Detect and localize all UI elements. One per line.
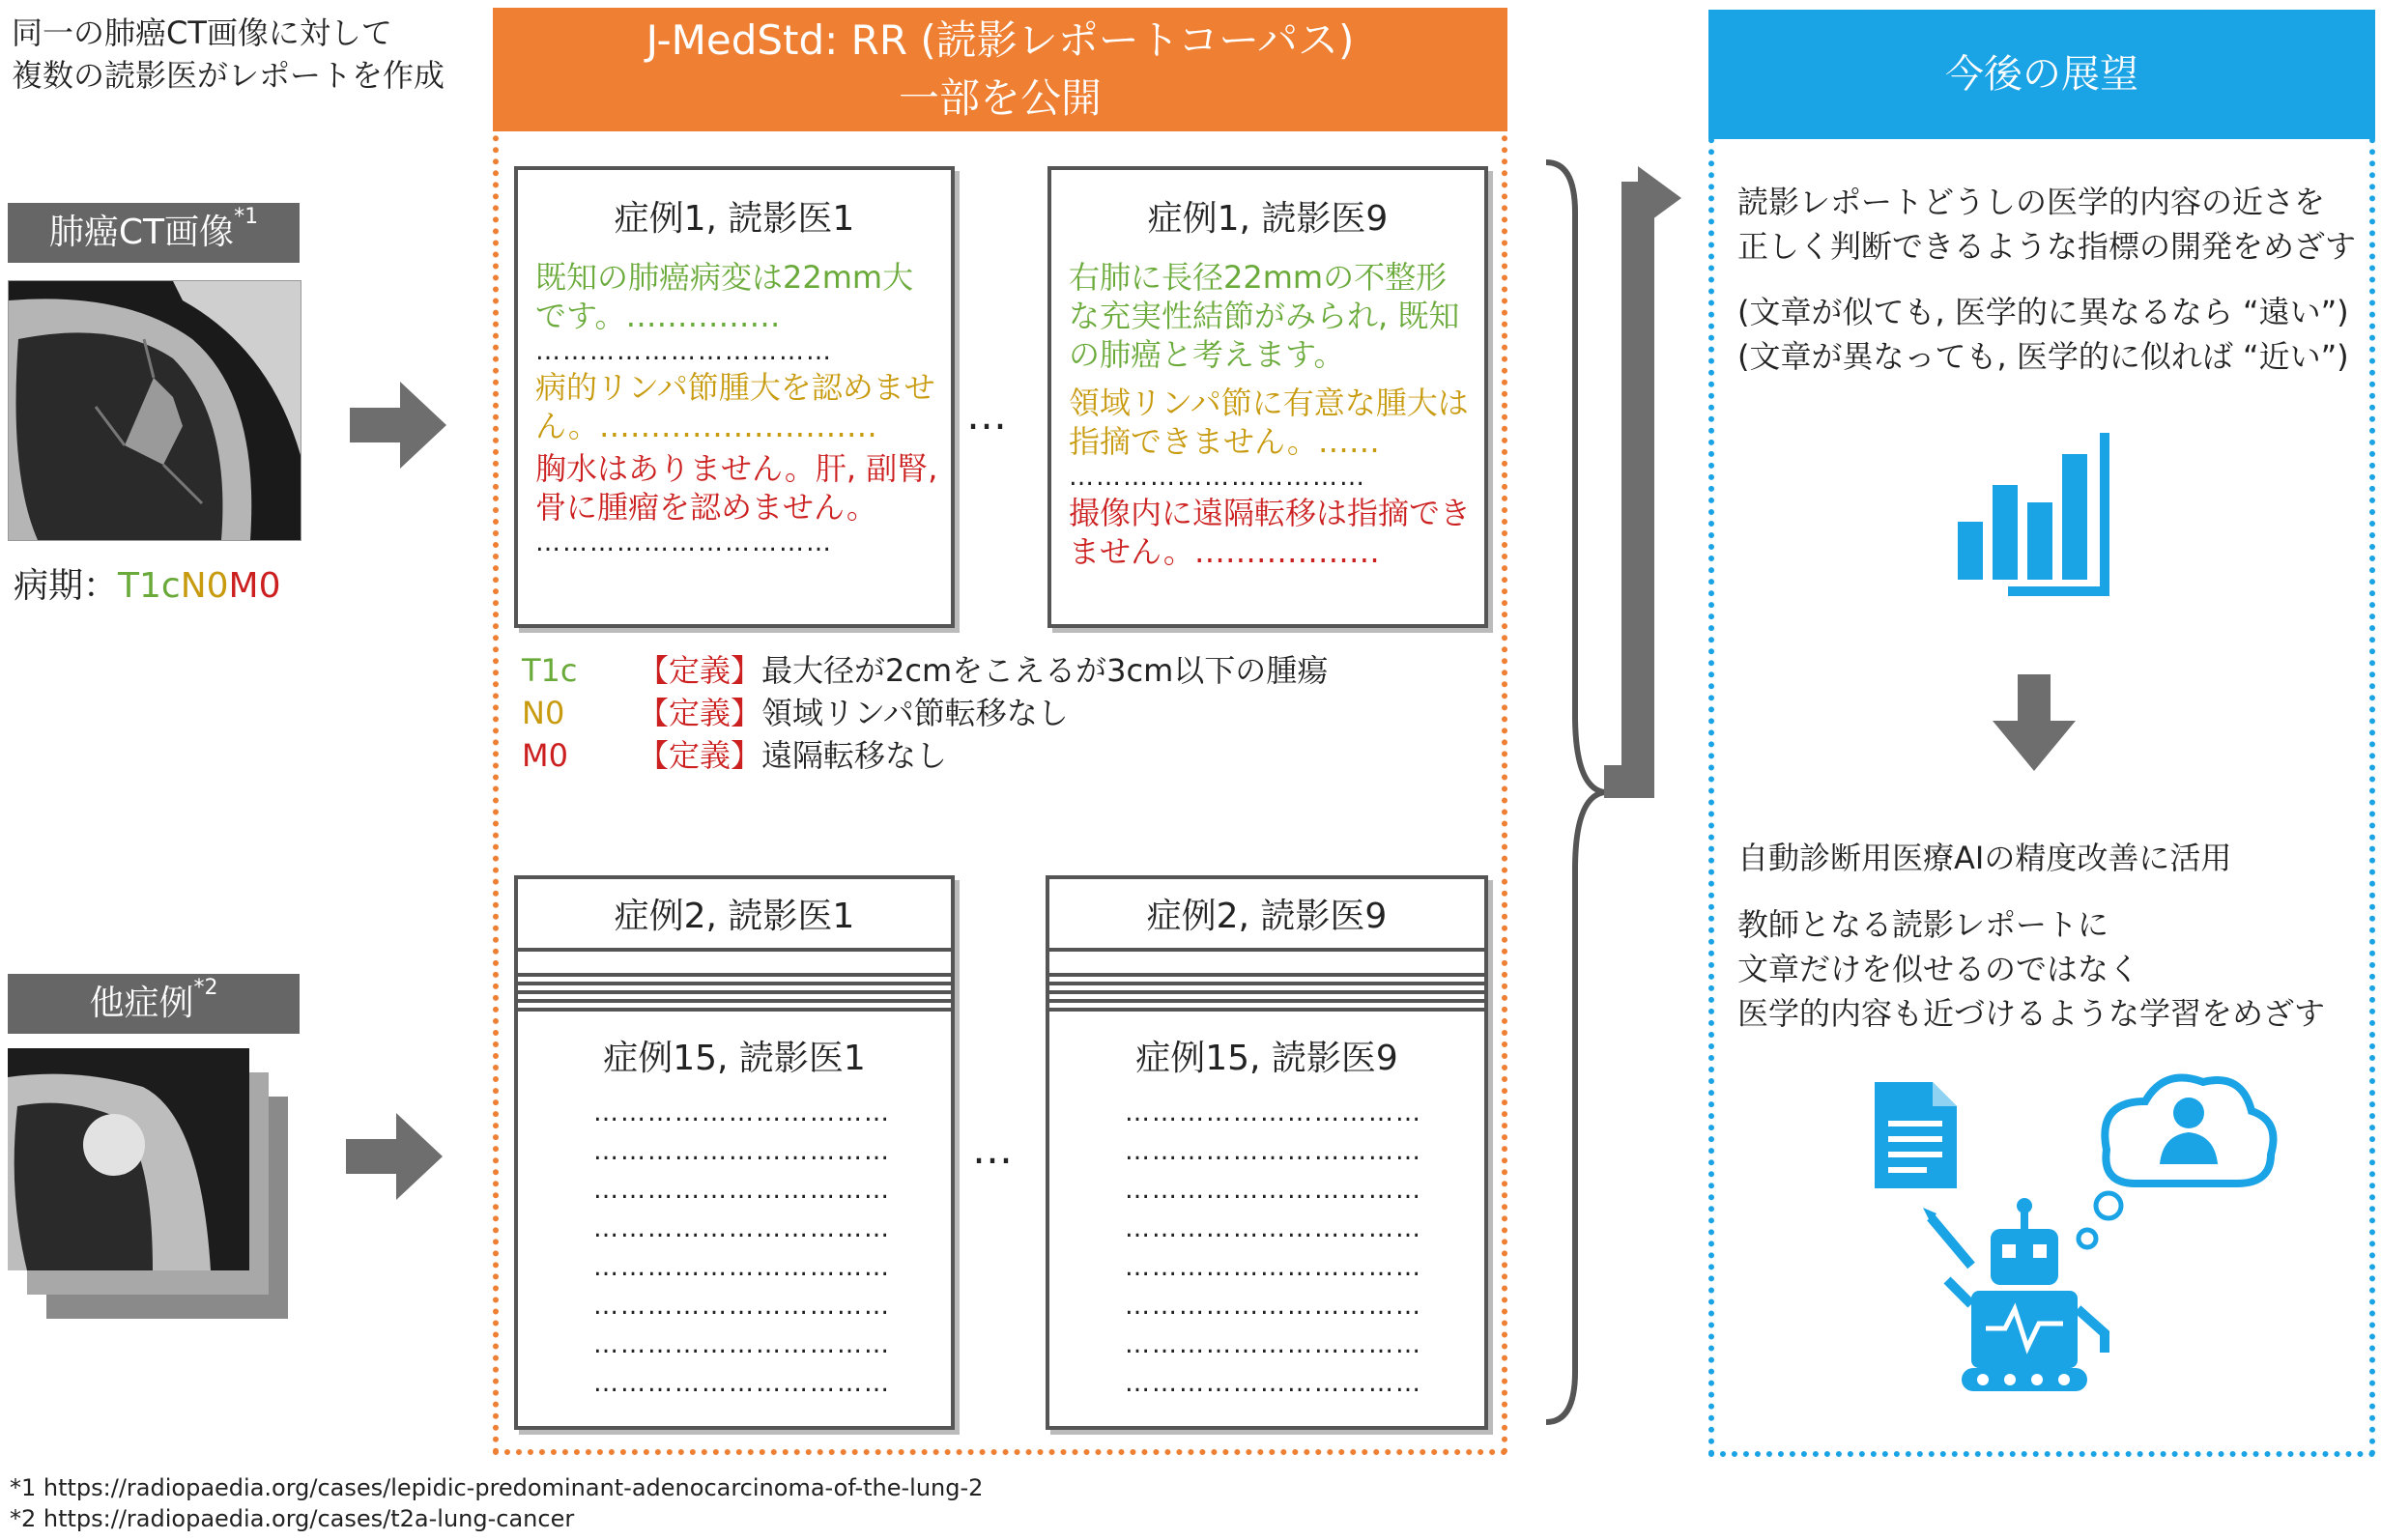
case1-label-text: 肺癌CT画像 bbox=[48, 213, 235, 252]
goal-3-line-3: 医学的内容も近づけるような学習をめざす bbox=[1737, 995, 2326, 1032]
dotted-line: …………………………… bbox=[535, 337, 833, 366]
footnote-2: *2 https://radiopaedia.org/cases/t2a-lung-cancer bbox=[10, 1505, 575, 1532]
dotted-line: …………………………… bbox=[535, 528, 833, 557]
definition-row bbox=[522, 734, 1328, 777]
dotted-line: …………………………… bbox=[1125, 1214, 1422, 1243]
goal-1-line-2: 正しく判断できるような指標の開発をめざす bbox=[1737, 228, 2357, 265]
definition-code: N0 bbox=[522, 695, 565, 731]
dotted-line: …………………………… bbox=[593, 1253, 891, 1282]
intro-line-1: 同一の肺癌CT画像に対して bbox=[12, 14, 392, 51]
ct-scan-image bbox=[9, 281, 301, 540]
goal-3-line-1: 教師となる読影レポートに bbox=[1737, 906, 2109, 943]
report-red-text: 撮像内に遠隔転移は指摘できません。……………… bbox=[1069, 495, 1472, 570]
report-gold-text: 領域リンパ節に有意な腫大は指摘できません。…… bbox=[1069, 385, 1469, 460]
robot-icon bbox=[1947, 1198, 2105, 1391]
report-stack-reader1 bbox=[514, 875, 955, 1430]
stage-label: 病期： bbox=[14, 566, 119, 606]
case1-ct-image bbox=[8, 280, 301, 541]
report-red-text: 胸水はありません。肝, 副腎, 骨に腫瘤を認めません。 bbox=[535, 450, 938, 526]
footnote-1: *1 https://radiopaedia.org/cases/lepidic-predominant-adenocarcinoma-of-the-lung-2 bbox=[10, 1474, 984, 1501]
ai-robot-illustration bbox=[1855, 1063, 2281, 1401]
note-2: (文章が異なっても, 医学的に似れば “近い”) bbox=[1737, 338, 2349, 375]
dotted-line: …………………………… bbox=[593, 1330, 891, 1359]
report-green-text: 既知の肺癌病変は22mm大です。…………… bbox=[535, 259, 914, 334]
case2-ct-stack bbox=[8, 1048, 300, 1319]
definition-text: 最大径が2cmをこえるが3cm以下の腫瘍 bbox=[761, 652, 1329, 689]
report-green-text: 右肺に長径22mmの不整形な充実性結節がみられ, 既知の肺癌と考えます。 bbox=[1069, 259, 1460, 373]
divider bbox=[1049, 948, 1484, 952]
arrow-right-icon bbox=[350, 382, 446, 469]
dotted-line: …………………………… bbox=[593, 1214, 891, 1243]
dotted-line: …………………………… bbox=[593, 1369, 891, 1398]
definition-code: T1c bbox=[522, 652, 578, 689]
arrow-right-icon bbox=[346, 1113, 443, 1200]
divider bbox=[518, 1008, 951, 1012]
thought-bubble-icon bbox=[2079, 1078, 2274, 1248]
definitions bbox=[522, 649, 1328, 777]
definition-tag: 【定義】 bbox=[638, 695, 762, 731]
definition-text: 領域リンパ節転移なし bbox=[761, 695, 1069, 731]
stage-m: M0 bbox=[228, 566, 281, 606]
outlook-notes bbox=[1737, 290, 2349, 379]
report-title: 症例15, 読影医9 bbox=[1135, 1039, 1398, 1078]
brace-arrow-icon bbox=[1536, 155, 1681, 1430]
dotted-line: …………………………… bbox=[1125, 1176, 1422, 1205]
dotted-line: …………………………… bbox=[593, 1292, 891, 1321]
note-1: (文章が似ても, 医学的に異なるなら “遠い”) bbox=[1737, 294, 2349, 330]
divider bbox=[518, 948, 951, 952]
dotted-line: …………………………… bbox=[1125, 1137, 1422, 1166]
arrow-down-icon bbox=[1993, 674, 2076, 771]
report-title: 症例1, 読影医9 bbox=[1147, 199, 1389, 239]
intro-line-2: 複数の読影医がレポートを作成 bbox=[12, 57, 445, 94]
dotted-line: …………………………… bbox=[593, 1137, 891, 1166]
case1-footnote-mark: *1 bbox=[234, 205, 259, 229]
stage-line bbox=[14, 558, 281, 608]
dotted-line: …………………………… bbox=[1125, 1253, 1422, 1282]
dotted-lines bbox=[576, 1094, 951, 1403]
stage-t: T1c bbox=[118, 566, 181, 606]
stage-n: N0 bbox=[180, 566, 229, 606]
dotted-line: …………………………… bbox=[1125, 1330, 1422, 1359]
report-title: 症例15, 読影医1 bbox=[603, 1039, 866, 1078]
definition-text: 遠隔転移なし bbox=[761, 737, 948, 774]
report-title: 症例1, 読影医1 bbox=[614, 199, 855, 239]
definition-tag: 【定義】 bbox=[638, 652, 762, 689]
outlook-goal-3 bbox=[1737, 902, 2325, 1036]
divider bbox=[1049, 1008, 1484, 1012]
outlook-goal-2: 自動診断用医療AIの精度改善に活用 bbox=[1737, 840, 2232, 876]
intro-text bbox=[12, 12, 445, 97]
ct-stack-image bbox=[8, 1048, 300, 1319]
bar-chart-icon bbox=[1950, 425, 2124, 599]
dotted-line: …………………………… bbox=[1125, 1098, 1422, 1127]
ellipsis: … bbox=[966, 391, 1007, 439]
dotted-lines bbox=[1107, 1094, 1484, 1403]
dotted-line: …………………………… bbox=[1125, 1369, 1422, 1398]
definition-tag: 【定義】 bbox=[638, 737, 762, 774]
document-icon bbox=[1875, 1082, 1957, 1188]
dotted-line: …………………………… bbox=[593, 1176, 891, 1205]
outlook-header: 今後の展望 bbox=[1708, 10, 2375, 139]
case2-label bbox=[8, 974, 300, 1034]
dotted-line: …………………………… bbox=[1069, 463, 1366, 492]
report-title: 症例2, 読影医1 bbox=[614, 897, 855, 936]
outlook-goal-1 bbox=[1737, 180, 2356, 269]
pen-icon bbox=[1923, 1208, 1971, 1266]
report-case1-reader9 bbox=[1047, 166, 1488, 628]
goal-1-line-1: 読影レポートどうしの医学的内容の近さを bbox=[1737, 184, 2326, 220]
stack-stripes bbox=[518, 973, 951, 1008]
dotted-line: …………………………… bbox=[1125, 1292, 1422, 1321]
report-gold-text: 病的リンパ節腫大を認めません。……………………… bbox=[535, 369, 935, 444]
footnotes bbox=[10, 1472, 983, 1534]
stack-stripes bbox=[1049, 973, 1484, 1008]
dotted-line: …………………………… bbox=[593, 1098, 891, 1127]
report-case1-reader1 bbox=[514, 166, 955, 628]
case2-label-text: 他症例 bbox=[89, 984, 194, 1023]
case1-label bbox=[8, 203, 300, 263]
goal-3-line-2: 文章だけを似せるのではなく bbox=[1737, 951, 2140, 987]
ellipsis: … bbox=[972, 1126, 1013, 1173]
report-title: 症例2, 読影医9 bbox=[1146, 897, 1388, 936]
corpus-title-2: 一部を公開 bbox=[898, 74, 1102, 122]
definition-row bbox=[522, 692, 1328, 734]
report-stack-reader9 bbox=[1046, 875, 1488, 1430]
case2-footnote-mark: *2 bbox=[193, 976, 218, 1000]
definition-row bbox=[522, 649, 1328, 692]
corpus-title-1: J-MedStd: RR (読影レポートコーパス) bbox=[645, 16, 1355, 64]
definition-code: M0 bbox=[522, 737, 568, 774]
